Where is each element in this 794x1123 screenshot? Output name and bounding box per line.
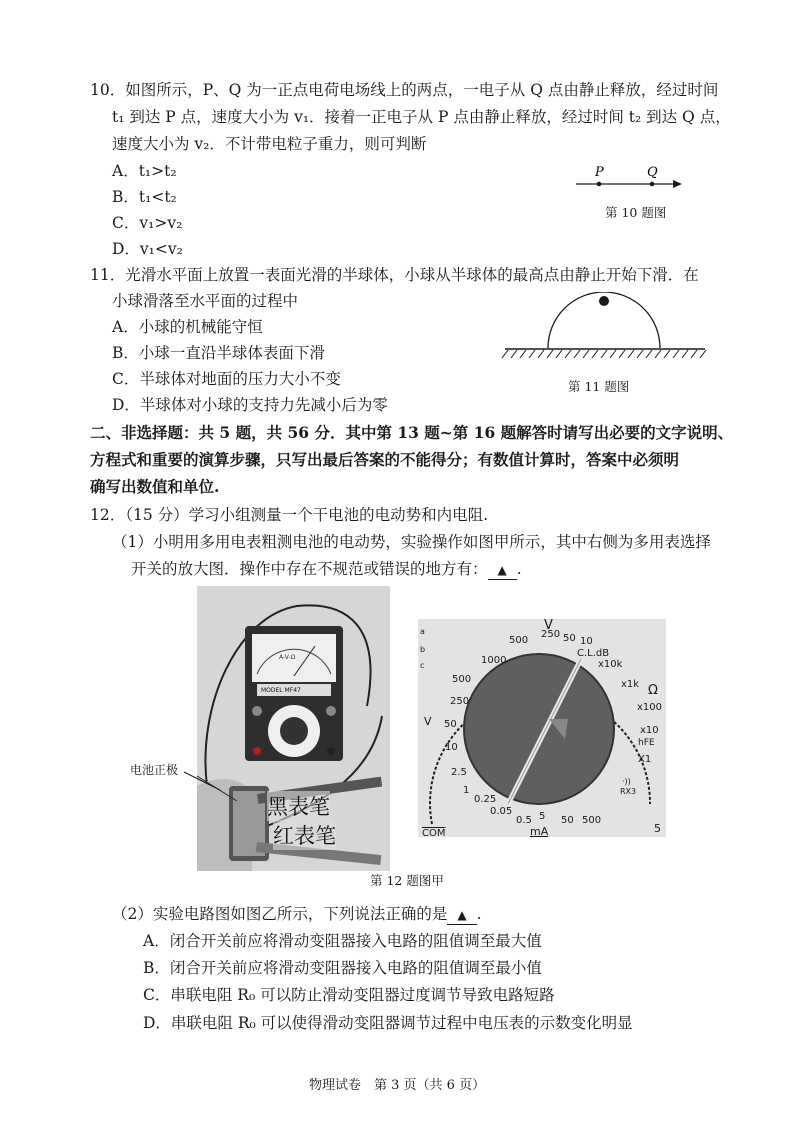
q10-option-d: D．v₁<v₂	[112, 240, 183, 258]
q12-header: 12．（15 分）学习小组测量一个干电池的电动势和内电阻.	[90, 506, 489, 524]
dial-hfe: hFE	[638, 738, 655, 748]
dial-bottom-0-05: 0.05	[490, 806, 513, 817]
q10-option-b: B．t₁<t₂	[112, 188, 177, 206]
dial-left-500: 500	[452, 674, 472, 685]
q12-part1-line1: （1）小明用多用电表粗测电池的电动势，实验操作如图甲所示，其中右侧为多用表选择	[112, 533, 711, 551]
meter-scale-label: A-V-Ω	[279, 654, 296, 661]
point-p	[597, 182, 602, 187]
dial-bottom-500: 500	[582, 815, 602, 826]
meter-model-label: MODEL MF47	[261, 687, 301, 694]
dial-side-c: c	[420, 661, 425, 670]
q12-part2-option-d: D．串联电阻 R₀ 可以使得滑动变阻器调节过程中电压表的示数变化明显	[143, 1014, 633, 1032]
dial-left-0-25: 0.25	[474, 794, 497, 805]
q10-option-a: A．t₁>t₂	[112, 162, 177, 180]
dial-bottom-5: 5	[539, 811, 546, 822]
dial-left-250: 250	[450, 696, 470, 707]
label-p: P	[595, 165, 604, 180]
dial-right-x100: x100	[637, 702, 663, 713]
dial-right-x10: x10	[640, 725, 659, 736]
dial-corner-5: 5	[654, 822, 661, 835]
q12-part2-tail: .	[476, 905, 482, 923]
dial-com: $\overline{COM}$	[422, 828, 446, 837]
dial-side-a: a	[420, 627, 425, 636]
red-probe-label: 红表笔	[273, 820, 336, 850]
answer-blank-2[interactable]	[447, 906, 476, 925]
dial-v-label: V	[544, 619, 553, 633]
dial-right-x10k: x10k	[598, 659, 623, 670]
dial-top-1000: 1000	[481, 655, 507, 666]
q12-figure-caption: 第 12 题图甲	[370, 873, 444, 888]
multimeter-photo	[197, 586, 390, 871]
q12-part2-option-c: C．串联电阻 R₀ 可以防止滑动变阻器过度调节导致电路短路	[143, 986, 555, 1004]
dial-right-x1: X1	[638, 754, 652, 765]
q11-option-c: C．半球体对地面的压力大小不变	[112, 370, 341, 388]
q12-part2-option-b: B．闭合开关前应将滑动变阻器接入电路的阻值调至最小值	[143, 959, 542, 977]
dial-rx3: RX3	[620, 787, 637, 796]
point-q	[650, 182, 655, 187]
section2-line1: 二、非选择题：共 5 题，共 56 分．其中第 13 题~第 16 题解答时请写出必要的文字说明、	[90, 423, 734, 442]
answer-mark: ▲	[497, 563, 507, 577]
q11-option-b: B．小球一直沿半球体表面下滑	[112, 344, 325, 362]
answer-mark-2: ▲	[457, 908, 467, 922]
q11-option-a: A．小球的机械能守恒	[112, 318, 263, 336]
q12-part1-text: 开关的放大图．操作中存在不规范或错误的地方有：	[131, 560, 488, 578]
q11-line2: 小球滑落至水平面的过程中	[112, 292, 299, 310]
dial-left-10: 10	[445, 742, 458, 753]
black-probe-label: 黑表笔	[267, 791, 330, 821]
q12-part2-line	[112, 904, 482, 925]
q12-part2-text: （2）实验电路图如图乙所示，下列说法正确的是	[112, 905, 448, 923]
section2-line2: 方程式和重要的演算步骤，只写出最后答案的不能得分；有数值计算时，答案中必须明	[90, 450, 680, 469]
q11-figure-caption: 第 11 题图	[568, 379, 630, 394]
dial-ma-label: mA	[530, 825, 549, 837]
battery-pointer-line	[182, 770, 222, 792]
q12-part2-option-a: A．闭合开关前应将滑动变阻器接入电路的阻值调至最大值	[143, 932, 542, 950]
selector-dial-photo	[418, 619, 666, 837]
page-footer: 物理试卷 第 3 页（共 6 页）	[309, 1078, 486, 1093]
dial-top-10: 10	[580, 636, 593, 647]
q11-hemisphere-figure	[500, 292, 710, 370]
dial-side-b: b	[420, 645, 426, 654]
q12-part1-line2: 开关的放大图．操作中存在不规范或错误的地方有： ▲ .	[131, 560, 522, 578]
q10-line2: t₁ 到达 P 点，速度大小为 v₁．接着一正电子从 P 点由静止释放，经过时间 t₂ 到达 Q 点，	[112, 108, 731, 126]
q11-line1: 11．光滑水平面上放置一表面光滑的半球体，小球从半球体的最高点由静止开始下滑．在	[90, 266, 699, 284]
label-q: Q	[647, 165, 658, 180]
dial-right-x1k: x1k	[621, 679, 640, 690]
answer-blank[interactable]	[488, 561, 517, 580]
q10-line3: 速度大小为 v₂．不计带电粒子重力，则可判断	[112, 135, 427, 153]
dial-top-50: 50	[563, 633, 576, 644]
dial-left-2-5: 2.5	[451, 767, 467, 778]
q11-option-d: D．半球体对小球的支持力先减小后为零	[112, 396, 388, 414]
dial-top-500: 500	[509, 635, 529, 646]
battery-positive-label: 电池正极	[130, 763, 179, 777]
section2-line3: 确写出数值和单位.	[90, 477, 220, 496]
dial-left-v: V	[424, 715, 432, 728]
q10-figure-caption: 第 10 题图	[605, 205, 667, 220]
q10-line1: 10．如图所示，P、Q 为一正点电荷电场线上的两点，一电子从 Q 点由静止释放，经过时间	[90, 81, 719, 99]
dial-omega: Ω	[648, 683, 658, 698]
dial-buzzer-icon: ·))	[622, 777, 631, 786]
q10-option-c: C．v₁>v₂	[112, 214, 183, 232]
dial-cldb: C.L.dB	[577, 648, 610, 659]
dial-bottom-50: 50	[561, 815, 574, 826]
q10-field-line-figure	[570, 162, 690, 196]
dial-left-1: 1	[463, 785, 470, 796]
dial-bottom-0-5: 0.5	[516, 815, 532, 826]
dial-left-50: 50	[444, 719, 457, 730]
dial-top-250: 250	[541, 629, 561, 640]
ball	[599, 296, 609, 306]
